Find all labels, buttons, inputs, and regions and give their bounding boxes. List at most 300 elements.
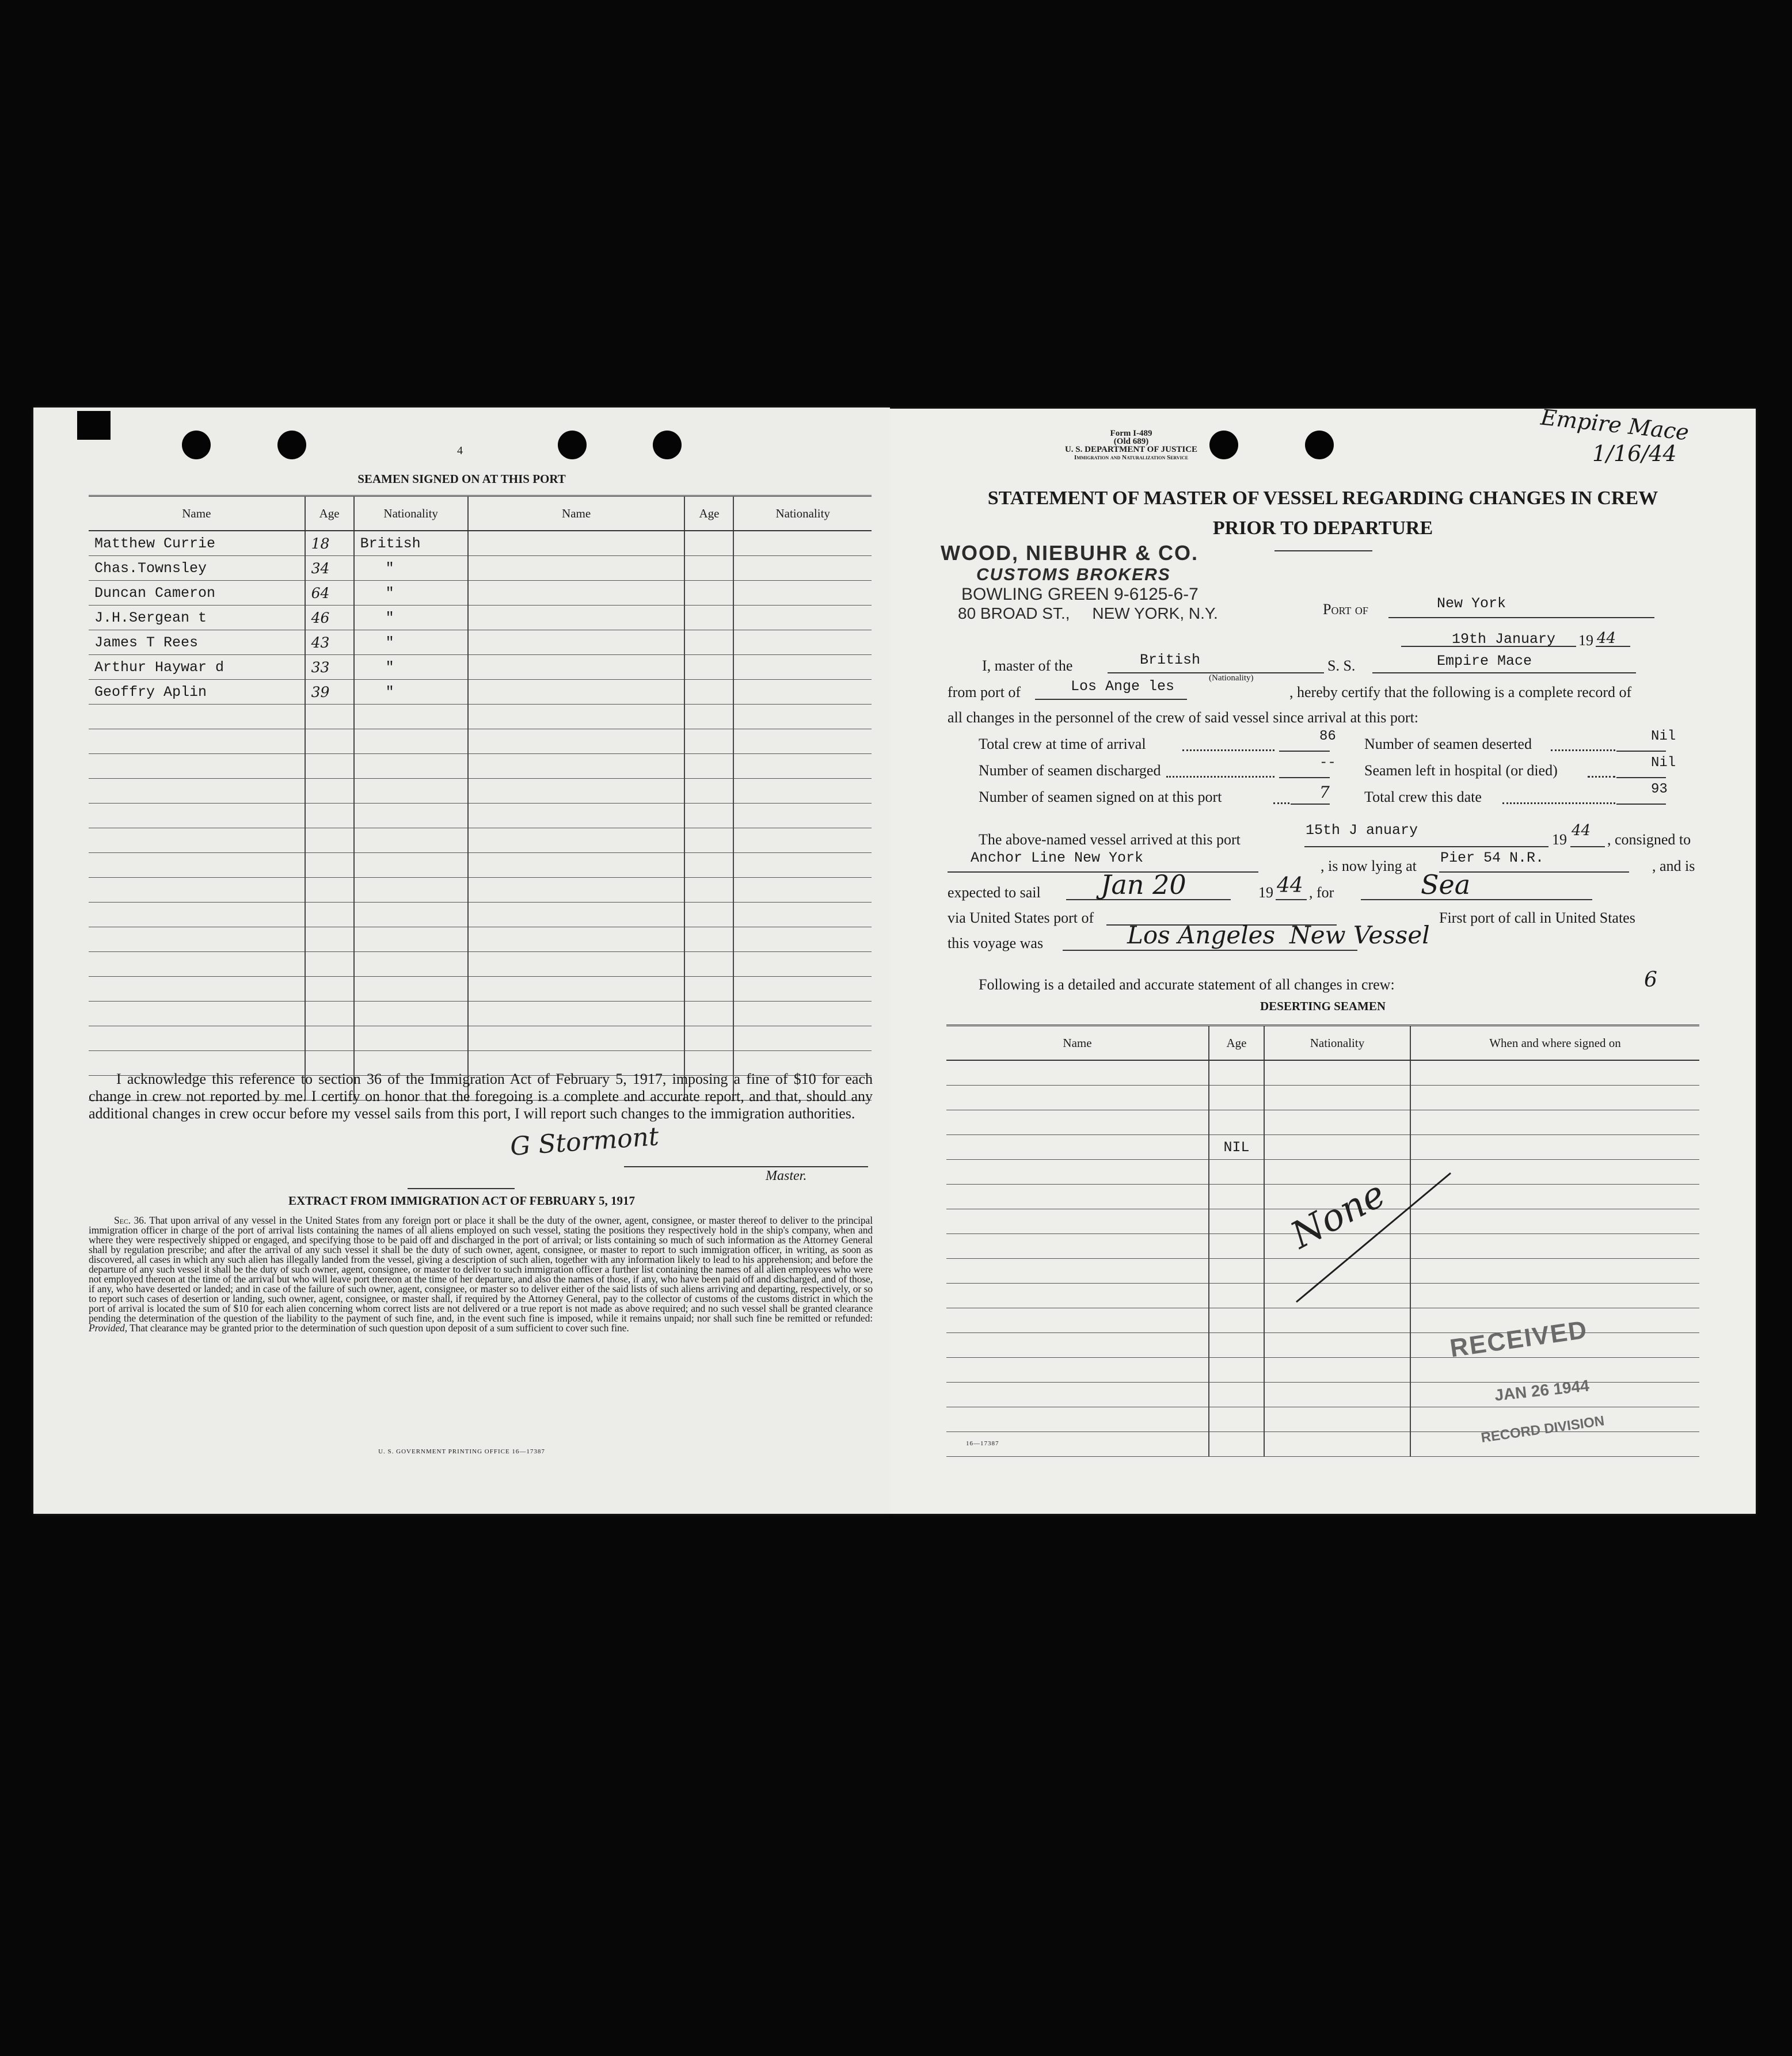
cell-age bbox=[684, 1002, 733, 1026]
cancel-slash-mark bbox=[1293, 1168, 1454, 1307]
cell-age bbox=[684, 977, 733, 1002]
voyage-line bbox=[1063, 950, 1357, 951]
divider bbox=[408, 1188, 515, 1189]
cell-name bbox=[946, 1160, 1209, 1185]
cell-name bbox=[89, 1026, 305, 1051]
cell-name bbox=[468, 1002, 685, 1026]
cell-age: 34 bbox=[305, 556, 354, 581]
cell-nationality bbox=[733, 680, 872, 705]
cell-age bbox=[1209, 1086, 1264, 1110]
stat-label-discharged: Number of seamen discharged bbox=[979, 762, 1161, 779]
cell-age bbox=[684, 630, 733, 655]
cell-when-where bbox=[1410, 1135, 1699, 1160]
cell-name bbox=[89, 729, 305, 754]
column-header-nationality: Nationality bbox=[733, 496, 872, 531]
cell-name bbox=[468, 1026, 685, 1051]
cell-age bbox=[684, 581, 733, 606]
stat-line bbox=[1616, 751, 1666, 752]
handwritten-ship-name: Empire Mace bbox=[1539, 404, 1690, 446]
voyage-note: New Vessel bbox=[1289, 921, 1430, 949]
cell-nationality bbox=[733, 729, 872, 754]
cell-name bbox=[468, 952, 685, 977]
table-row bbox=[89, 952, 872, 977]
cell-age: 46 bbox=[305, 606, 354, 630]
stat-label-deserted: Number of seamen deserted bbox=[1364, 736, 1532, 752]
cell-nationality bbox=[733, 927, 872, 952]
cell-nationality: " bbox=[354, 655, 468, 680]
leader-dots bbox=[1273, 802, 1289, 804]
cell-name bbox=[468, 828, 685, 853]
extract-body: That upon arrival of any vessel in the United States from any foreign port or place it shall be the duty of the owner, agent, consignee, or master thereof to deliver to the principal immigration officer in charge of the port of arrival lists containing the names of all aliens employed on such vessel, stating the positions they respectively hold in the ship's company, when and where they were respectively shipped or engaged, and specifying those to be paid off and discharged in the port of arrival; or lists containing so much of such information as the Attorney General shall by regulation prescribe; and after the arrival of any such vessel it shall be the duty of such owner, agent, consignee, or master to report to such immigration officer, in writing, as soon as discovered, all cases in which any such alien has illegally landed from the vessel, giving a description of such alien, together with any information likely to lead to his apprehension; and before the departure of any such vessel it shall be the duty of such owner, agent, consignee, or master to deliver to such immigration officer a further list containing the names of all alien employees who were not employed thereon at the time of the arrival but who will leave port thereon at the time of her departure, and also the names of those, if any, who have been paid off and discharged, and of those, if any, who have deserted or landed; and in case of the failure of such owner, agent, consignee, or master so to deliver either of the said lists of such aliens arriving and departing, respectively, or so to report such cases of desertion or landing, such owner, agent, consignee, or master shall, if required by the Attorney General, pay to the collector of customs of the customs district in which the port of arrival is located the sum of $10 for each alien concerning whom correct lists are not delivered or a true report is not made as above required; and no such vessel shall be granted clearance pending the determination of the question of the liability to the payment of such fine, and, in the event such fine is imposed, while it remains unpaid; nor shall such fine be remitted or refunded: bbox=[89, 1214, 873, 1324]
stat-value-total: 93 bbox=[1651, 782, 1668, 797]
cell-name bbox=[946, 1308, 1209, 1333]
destination-value: Sea bbox=[1421, 869, 1471, 900]
cell-age: NIL bbox=[1209, 1135, 1264, 1160]
year-value: 44 bbox=[1597, 630, 1616, 647]
sail-label: expected to sail bbox=[948, 884, 1041, 901]
form-number: Form I-489 bbox=[1110, 429, 1152, 438]
cell-name bbox=[946, 1110, 1209, 1135]
consigned-label: , consigned to bbox=[1607, 831, 1691, 848]
cell-age bbox=[305, 754, 354, 779]
cell-age bbox=[305, 729, 354, 754]
cell-name bbox=[946, 1259, 1209, 1284]
nationality-value: British bbox=[1140, 652, 1201, 668]
sail-year-line bbox=[1276, 899, 1307, 900]
cell-nationality bbox=[733, 1002, 872, 1026]
cell-age bbox=[1209, 1333, 1264, 1358]
signature-line bbox=[624, 1166, 868, 1167]
cell-age bbox=[1209, 1407, 1264, 1432]
table-row bbox=[89, 581, 872, 606]
cell-nationality: " bbox=[354, 630, 468, 655]
cell-nationality bbox=[354, 754, 468, 779]
cell-age bbox=[684, 927, 733, 952]
cell-nationality: " bbox=[354, 680, 468, 705]
table-row bbox=[89, 531, 872, 556]
count-note: 6 bbox=[1644, 968, 1657, 992]
from-port-line bbox=[1035, 699, 1187, 700]
cell-nationality bbox=[733, 828, 872, 853]
cell-name bbox=[89, 878, 305, 903]
cell-nationality: " bbox=[354, 556, 468, 581]
lying-label: , is now lying at bbox=[1321, 858, 1417, 874]
right-page bbox=[890, 404, 1756, 1514]
table-row bbox=[89, 977, 872, 1002]
column-header-age: Age bbox=[1209, 1026, 1264, 1061]
cell-age bbox=[684, 1026, 733, 1051]
stat-value-hospital: Nil bbox=[1651, 755, 1676, 771]
cell-age bbox=[305, 804, 354, 828]
cell-age bbox=[1209, 1308, 1264, 1333]
punch-hole bbox=[277, 431, 306, 459]
stat-label-total: Total crew this date bbox=[1364, 789, 1482, 805]
page-number: 4 bbox=[457, 444, 463, 457]
column-header-name: Name bbox=[946, 1026, 1209, 1061]
cell-age bbox=[684, 878, 733, 903]
stat-value-discharged: -- bbox=[1319, 755, 1336, 771]
cell-nationality bbox=[1264, 1308, 1410, 1333]
leader-dots bbox=[1551, 749, 1615, 751]
cell-nationality bbox=[354, 705, 468, 729]
cell-age bbox=[305, 1002, 354, 1026]
title-line-1: STATEMENT OF MASTER OF VESSEL REGARDING CHANGES IN CREW bbox=[987, 488, 1658, 509]
table-row bbox=[89, 655, 872, 680]
column-header-age: Age bbox=[684, 496, 733, 531]
broker-subtitle: CUSTOMS BROKERS bbox=[976, 565, 1171, 584]
cell-name bbox=[89, 903, 305, 927]
voyage-label: this voyage was bbox=[948, 935, 1044, 951]
service: Immigration and Naturalization Service bbox=[1074, 454, 1188, 461]
cell-name bbox=[468, 754, 685, 779]
cell-when-where bbox=[1410, 1110, 1699, 1135]
stat-label-signed-on: Number of seamen signed on at this port bbox=[979, 789, 1222, 805]
cell-nationality bbox=[733, 903, 872, 927]
cell-name: Matthew Currie bbox=[89, 531, 305, 556]
table-header-row bbox=[946, 1026, 1699, 1061]
cell-age bbox=[684, 903, 733, 927]
following-text: Following is a detailed and accurate statement of all changes in crew: bbox=[979, 976, 1395, 993]
sail-year: 44 bbox=[1277, 874, 1303, 897]
received-division: RECORD DIVISION bbox=[1480, 1413, 1605, 1446]
cell-name bbox=[468, 581, 685, 606]
year-prefix: 19 bbox=[1578, 632, 1593, 649]
cell-name bbox=[468, 853, 685, 878]
first-port-label: First port of call in United States bbox=[1439, 909, 1635, 926]
table-row bbox=[89, 903, 872, 927]
cell-age bbox=[1209, 1234, 1264, 1259]
cell-name bbox=[468, 655, 685, 680]
cell-age bbox=[305, 977, 354, 1002]
cell-nationality bbox=[354, 804, 468, 828]
stat-line bbox=[1279, 777, 1330, 778]
table-row bbox=[89, 606, 872, 630]
cell-nationality bbox=[733, 556, 872, 581]
cell-age bbox=[684, 952, 733, 977]
cell-name bbox=[89, 705, 305, 729]
all-changes-text: all changes in the personnel of the crew of said vessel since arrival at this port: bbox=[948, 709, 1419, 726]
cell-name bbox=[89, 779, 305, 804]
master-prefix: I, master of the bbox=[982, 657, 1073, 674]
cell-nationality bbox=[1264, 1333, 1410, 1358]
form-number-footer: 16—17387 bbox=[966, 1440, 999, 1447]
table-row bbox=[89, 630, 872, 655]
cell-name: Duncan Cameron bbox=[89, 581, 305, 606]
from-port-value: Los Ange les bbox=[1071, 678, 1175, 695]
cell-name bbox=[946, 1135, 1209, 1160]
arrived-year-line bbox=[1570, 846, 1605, 847]
cell-name bbox=[89, 1002, 305, 1026]
cell-nationality bbox=[733, 754, 872, 779]
cell-name: Geoffry Aplin bbox=[89, 680, 305, 705]
cell-name bbox=[468, 977, 685, 1002]
cell-name bbox=[468, 903, 685, 927]
cell-nationality bbox=[354, 903, 468, 927]
title-line-2: PRIOR TO DEPARTURE bbox=[1212, 517, 1433, 539]
cell-name: J.H.Sergean t bbox=[89, 606, 305, 630]
cell-name bbox=[89, 977, 305, 1002]
port-value: New York bbox=[1437, 595, 1506, 612]
cell-nationality bbox=[1264, 1086, 1410, 1110]
nationality-caption: (Nationality) bbox=[1209, 673, 1254, 683]
punch-hole bbox=[653, 431, 682, 459]
ss-label: S. S. bbox=[1327, 657, 1356, 674]
broker-stamp bbox=[941, 541, 1218, 623]
table-row bbox=[89, 680, 872, 705]
stat-line bbox=[1616, 777, 1666, 778]
handwritten-none: None bbox=[1284, 1172, 1392, 1258]
cell-name bbox=[89, 754, 305, 779]
acknowledgement-text: I acknowledge this reference to section 36 of the Immigration Act of February 5, 1917, imposing a fine of $10 for each change in crew not reported by me. I certify on honor that the foregoing is a complete and accurate report, and that, should any additional changes in crew occur before my vessel sails from this port, I will report such changes to the immigration authorities. bbox=[89, 1071, 873, 1122]
cell-nationality bbox=[354, 977, 468, 1002]
cell-age bbox=[305, 779, 354, 804]
cell-age bbox=[1209, 1358, 1264, 1383]
form-identifier bbox=[1002, 429, 1261, 462]
stat-line bbox=[1279, 751, 1330, 752]
master-label: Master. bbox=[766, 1168, 807, 1183]
ship-line bbox=[1372, 672, 1636, 673]
stat-line bbox=[1616, 804, 1666, 805]
cell-age bbox=[684, 556, 733, 581]
leader-dots bbox=[1502, 802, 1615, 804]
cell-age bbox=[684, 606, 733, 630]
cell-nationality bbox=[354, 927, 468, 952]
cell-name bbox=[946, 1383, 1209, 1407]
cell-nationality bbox=[1264, 1060, 1410, 1086]
cell-nationality bbox=[354, 952, 468, 977]
cell-age bbox=[684, 853, 733, 878]
destination-line bbox=[1361, 899, 1592, 900]
cell-age bbox=[305, 903, 354, 927]
cell-age bbox=[305, 878, 354, 903]
cell-nationality bbox=[733, 977, 872, 1002]
cell-nationality bbox=[733, 655, 872, 680]
certify-text: , hereby certify that the following is a complete record of bbox=[1289, 684, 1632, 700]
port-label: Port of bbox=[1323, 601, 1368, 618]
stat-line bbox=[1291, 804, 1330, 805]
cell-age: 33 bbox=[305, 655, 354, 680]
table-row bbox=[89, 729, 872, 754]
arrived-label: The above-named vessel arrived at this port bbox=[979, 831, 1241, 848]
department: U. S. DEPARTMENT OF JUSTICE bbox=[1064, 445, 1198, 454]
cell-age bbox=[684, 655, 733, 680]
cell-age bbox=[1209, 1110, 1264, 1135]
leader-dots bbox=[1166, 776, 1274, 778]
broker-address: 80 BROAD ST., NEW YORK, N.Y. bbox=[958, 604, 1218, 622]
for-label: , for bbox=[1309, 884, 1334, 901]
cell-nationality bbox=[354, 878, 468, 903]
cell-name bbox=[946, 1333, 1209, 1358]
cell-age bbox=[684, 804, 733, 828]
sail-date: Jan 20 bbox=[1101, 869, 1186, 900]
received-stamp: RECEIVED bbox=[1448, 1315, 1590, 1363]
table-row bbox=[89, 705, 872, 729]
cell-age bbox=[305, 705, 354, 729]
cell-name bbox=[89, 828, 305, 853]
cell-age bbox=[305, 952, 354, 977]
cell-nationality bbox=[354, 1026, 468, 1051]
cell-when-where bbox=[1410, 1060, 1699, 1086]
cell-name bbox=[946, 1185, 1209, 1209]
master-signature: G Stormont bbox=[509, 1122, 660, 1162]
arrived-year: 44 bbox=[1572, 822, 1591, 839]
cell-name bbox=[946, 1407, 1209, 1432]
and-is-text: , and is bbox=[1652, 858, 1695, 874]
cell-age bbox=[1209, 1060, 1264, 1086]
cell-name bbox=[468, 927, 685, 952]
cell-name bbox=[468, 878, 685, 903]
printer-line: U. S. GOVERNMENT PRINTING OFFICE 16—17387 bbox=[378, 1448, 545, 1455]
cell-nationality bbox=[733, 804, 872, 828]
arrived-line bbox=[1304, 846, 1548, 847]
title-rule bbox=[1274, 550, 1372, 551]
column-header-name: Name bbox=[468, 496, 685, 531]
table-row bbox=[89, 1002, 872, 1026]
cell-name bbox=[468, 556, 685, 581]
cell-age bbox=[1209, 1160, 1264, 1185]
corner-tab bbox=[77, 411, 111, 440]
seamen-table bbox=[89, 495, 872, 1101]
cell-age bbox=[684, 680, 733, 705]
voyage-port: Los Angeles bbox=[1127, 921, 1276, 949]
cell-nationality bbox=[733, 606, 872, 630]
table-row bbox=[946, 1060, 1699, 1086]
cell-nationality bbox=[733, 853, 872, 878]
cell-name bbox=[468, 779, 685, 804]
column-header-nationality: Nationality bbox=[354, 496, 468, 531]
cell-name: James T Rees bbox=[89, 630, 305, 655]
cell-name bbox=[89, 804, 305, 828]
cell-name bbox=[89, 952, 305, 977]
cell-age bbox=[684, 828, 733, 853]
table-row bbox=[89, 754, 872, 779]
stat-label-hospital: Seamen left in hospital (or died) bbox=[1364, 762, 1558, 779]
cell-age: 39 bbox=[305, 680, 354, 705]
table-row bbox=[89, 853, 872, 878]
stat-value-arrival: 86 bbox=[1319, 729, 1336, 744]
seamen-signed-title: SEAMEN SIGNED ON AT THIS PORT bbox=[357, 472, 566, 486]
lying-value: Pier 54 N.R. bbox=[1440, 850, 1544, 866]
cell-nationality: " bbox=[354, 606, 468, 630]
extract-text bbox=[89, 1216, 873, 1333]
table-row bbox=[89, 804, 872, 828]
cell-nationality bbox=[733, 705, 872, 729]
table-row bbox=[946, 1086, 1699, 1110]
date-value: 19th January bbox=[1452, 631, 1556, 648]
cell-age bbox=[305, 828, 354, 853]
table-row bbox=[946, 1110, 1699, 1135]
stat-value-signed-on: 7 bbox=[1319, 783, 1330, 802]
cell-name bbox=[946, 1060, 1209, 1086]
cell-name bbox=[468, 680, 685, 705]
cell-age bbox=[305, 927, 354, 952]
cell-nationality bbox=[733, 630, 872, 655]
table-header-row bbox=[89, 496, 872, 531]
cell-name bbox=[468, 804, 685, 828]
year-line bbox=[1596, 646, 1630, 647]
received-date: JAN 26 1944 bbox=[1493, 1376, 1591, 1404]
extract-tail: That clearance may be granted prior to the determination of such question upon deposit of a sum sufficient to cover such fine. bbox=[129, 1322, 629, 1334]
cell-nationality bbox=[354, 729, 468, 754]
cell-nationality bbox=[1264, 1407, 1410, 1432]
cell-nationality bbox=[733, 779, 872, 804]
cell-nationality bbox=[354, 828, 468, 853]
sail-year-prefix: 19 bbox=[1258, 884, 1273, 901]
from-port-label: from port of bbox=[948, 684, 1021, 700]
cell-age bbox=[684, 754, 733, 779]
punch-hole bbox=[1305, 431, 1334, 459]
extract-proviso: Provided, bbox=[89, 1322, 127, 1334]
cell-name: Chas.Townsley bbox=[89, 556, 305, 581]
cell-name bbox=[946, 1284, 1209, 1308]
cell-nationality bbox=[1264, 1358, 1410, 1383]
consignee-value: Anchor Line New York bbox=[971, 850, 1144, 866]
cell-nationality bbox=[354, 1002, 468, 1026]
cell-age bbox=[684, 729, 733, 754]
cell-name bbox=[946, 1209, 1209, 1234]
column-header-nationality: Nationality bbox=[1264, 1026, 1410, 1061]
cell-age: 43 bbox=[305, 630, 354, 655]
cell-age bbox=[1209, 1259, 1264, 1284]
cell-when-where bbox=[1410, 1086, 1699, 1110]
punch-hole bbox=[558, 431, 587, 459]
deserting-title: DESERTING SEAMEN bbox=[1260, 999, 1386, 1013]
cell-name bbox=[468, 606, 685, 630]
column-header-age: Age bbox=[305, 496, 354, 531]
leader-dots bbox=[1588, 776, 1615, 778]
broker-phone: BOWLING GREEN 9-6125-6-7 bbox=[961, 585, 1199, 604]
cell-name bbox=[468, 705, 685, 729]
port-line bbox=[1388, 617, 1654, 618]
cell-name bbox=[946, 1234, 1209, 1259]
cell-age bbox=[684, 779, 733, 804]
table-row bbox=[89, 878, 872, 903]
cell-age bbox=[684, 705, 733, 729]
left-page bbox=[33, 408, 890, 1514]
section-label: Sec. 36. bbox=[114, 1214, 147, 1226]
cell-age bbox=[1209, 1185, 1264, 1209]
cell-age bbox=[1209, 1432, 1264, 1457]
arrived-year-prefix: 19 bbox=[1552, 831, 1567, 848]
stat-value-deserted: Nil bbox=[1651, 729, 1676, 744]
table-row bbox=[946, 1432, 1699, 1457]
cell-nationality bbox=[1264, 1432, 1410, 1457]
ship-name: Empire Mace bbox=[1437, 653, 1532, 669]
leader-dots bbox=[1182, 749, 1274, 751]
cell-age bbox=[1209, 1383, 1264, 1407]
table-row bbox=[89, 927, 872, 952]
table-row bbox=[89, 828, 872, 853]
column-header-name: Name bbox=[89, 496, 305, 531]
table-row bbox=[946, 1135, 1699, 1160]
cell-nationality bbox=[733, 952, 872, 977]
cell-nationality bbox=[733, 581, 872, 606]
cell-age bbox=[1209, 1284, 1264, 1308]
extract-title: EXTRACT FROM IMMIGRATION ACT OF FEBRUARY 5, 1917 bbox=[288, 1194, 636, 1208]
punch-hole bbox=[182, 431, 211, 459]
handwritten-date: 1/16/44 bbox=[1592, 441, 1677, 466]
arrived-date: 15th J anuary bbox=[1306, 822, 1418, 839]
via-label: via United States port of bbox=[948, 909, 1094, 926]
cell-nationality: " bbox=[354, 581, 468, 606]
form-old-number: (Old 689) bbox=[1113, 437, 1149, 446]
cell-nationality bbox=[733, 1026, 872, 1051]
cell-age: 18 bbox=[305, 531, 354, 556]
cell-name bbox=[89, 927, 305, 952]
cell-name bbox=[468, 729, 685, 754]
cell-age bbox=[305, 853, 354, 878]
cell-nationality bbox=[1264, 1135, 1410, 1160]
